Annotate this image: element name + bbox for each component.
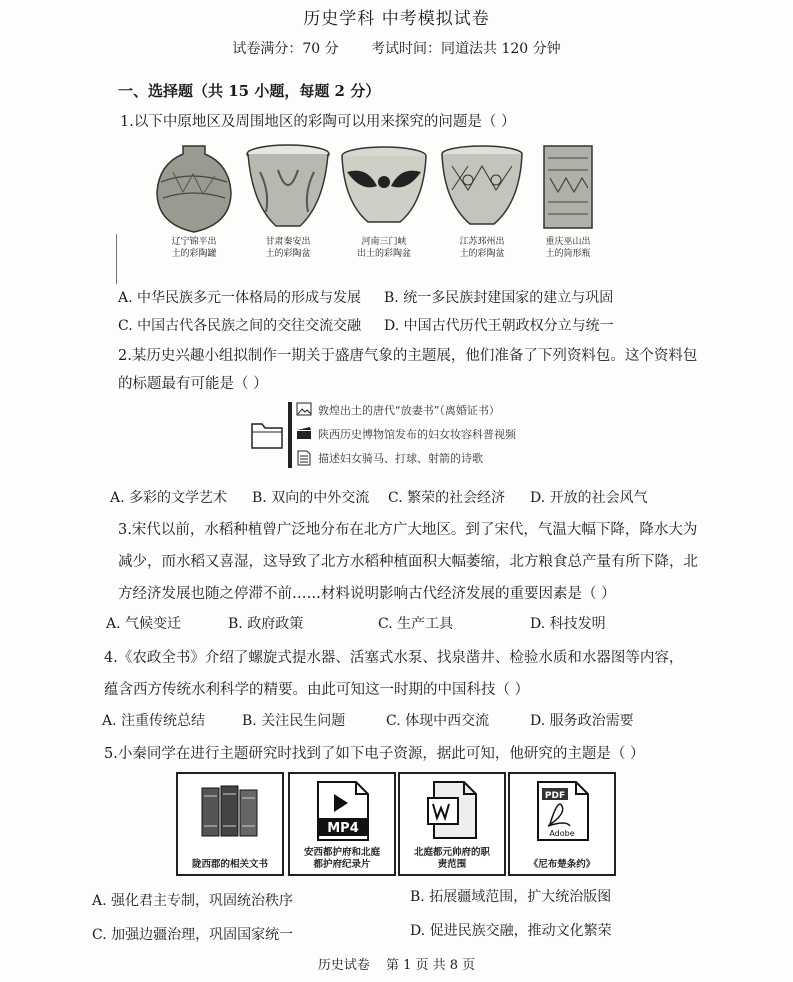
resource-books bbox=[176, 772, 284, 876]
full-marks: 试卷满分：70 分 bbox=[232, 41, 339, 57]
caption-line: 土的彩陶盆 bbox=[459, 249, 505, 259]
adobe-label: Adobe bbox=[549, 829, 575, 838]
caption-line: 江苏邳州出 bbox=[459, 237, 505, 247]
q5-stem: 5.小秦同学在进行主题研究时找到了如下电子资源，据此可知，他研究的主题是（ ） bbox=[104, 746, 645, 762]
exam-time: 考试时间：同道法共 120 分钟 bbox=[371, 41, 561, 57]
pottery-vase-image bbox=[528, 142, 608, 260]
resource-word-doc bbox=[398, 772, 506, 876]
bracket-bar bbox=[288, 402, 292, 468]
q4-line1: 4.《农政全书》介绍了螺旋式提水器、活塞式水泵、找泉凿井、检验水质和水器图等内容， bbox=[104, 650, 684, 666]
q5-option-b: B. 拓展疆域范围，扩大统治版图 bbox=[410, 889, 612, 905]
q2-stem-line2: 的标题最有可能是（ ） bbox=[118, 376, 268, 392]
pottery-jar-image bbox=[148, 142, 240, 260]
caption-line: 辽宁锦平出 bbox=[171, 237, 217, 247]
q3-line1: 3.宋代以前，水稻种植曾广泛地分布在北方广大地区。到了宋代，气温大幅下降，降水大为 bbox=[118, 522, 698, 538]
q4-option-d: D. 服务政治需要 bbox=[530, 713, 634, 729]
folder-icon bbox=[250, 420, 284, 450]
resource-label: 陇西郡的相关文书 bbox=[191, 859, 268, 870]
page-footer bbox=[0, 954, 793, 973]
caption-line: 重庆巫山出 bbox=[545, 237, 591, 247]
resource-label: 《尼布楚条约》 bbox=[528, 859, 596, 870]
pack-item: 陕西历史博物馆发布的妇女妆容科普视频 bbox=[318, 428, 516, 441]
resource-label: 都护府纪录片 bbox=[313, 859, 371, 870]
q3-option-c: C. 生产工具 bbox=[378, 616, 454, 632]
resource-pdf bbox=[508, 772, 616, 876]
section-title: 一、选择题（共 15 小题，每题 2 分） bbox=[118, 82, 381, 100]
caption-line: 河南三门峡 bbox=[361, 237, 407, 247]
footer-page-number: 第 1 页 共 8 页 bbox=[385, 958, 476, 973]
pottery-basin-image bbox=[242, 142, 334, 260]
resource-label: 北庭都元帅府的职 bbox=[413, 847, 490, 858]
pottery-basin-image bbox=[338, 142, 430, 260]
document-icon bbox=[297, 450, 311, 466]
q2-stem-line1: 2.某历史兴趣小组拟制作一期关于盛唐气象的主题展，他们准备了下列资料包。这个资料包 bbox=[118, 348, 698, 364]
q1-option-a: A. 中华民族多元一体格局的形成与发展 bbox=[118, 290, 362, 306]
books-icon bbox=[198, 782, 262, 840]
caption-line: 土的彩陶罐 bbox=[171, 249, 217, 259]
word-file-icon bbox=[424, 780, 480, 840]
pdf-file-icon bbox=[532, 780, 592, 842]
pack-item: 描述妇女骑马、打球、射箭的诗歌 bbox=[318, 452, 483, 465]
q1-option-b: B. 统一多民族封建国家的建立与巩固 bbox=[384, 290, 614, 306]
q1-stem: 1.以下中原地区及周围地区的彩陶可以用来探究的问题是（ ） bbox=[120, 114, 516, 130]
exam-title: 历史学科 中考模拟试卷 bbox=[303, 9, 490, 29]
mp4-label: MP4 bbox=[327, 821, 359, 836]
resource-label: 责范围 bbox=[437, 859, 467, 870]
exam-info bbox=[0, 38, 793, 58]
clapperboard-icon bbox=[296, 426, 312, 440]
q1-pottery-images bbox=[148, 142, 608, 274]
q2-option-b: B. 双向的中外交流 bbox=[252, 490, 370, 506]
caption-line: 甘肃秦安出 bbox=[265, 237, 311, 247]
q3-option-a: A. 气候变迁 bbox=[106, 616, 182, 632]
pack-item: 敦煌出土的唐代“放妻书”（离婚证书） bbox=[318, 404, 500, 417]
scan-mark bbox=[116, 234, 117, 284]
q2-option-c: C. 繁荣的社会经济 bbox=[388, 490, 506, 506]
q5-option-c: C. 加强边疆治理，巩固国家统一 bbox=[92, 927, 294, 943]
q3-line3: 方经济发展也随之停滞不前……材料说明影响古代经济发展的重要因素是（ ） bbox=[118, 586, 616, 602]
q2-material-pack bbox=[250, 400, 570, 472]
q4-option-a: A. 注重传统总结 bbox=[102, 713, 206, 729]
caption-line: 出土的彩陶盆 bbox=[356, 249, 411, 259]
q4-option-b: B. 关注民生问题 bbox=[242, 713, 346, 729]
q3-option-b: B. 政府政策 bbox=[228, 616, 304, 632]
q2-option-d: D. 开放的社会风气 bbox=[530, 490, 648, 506]
q4-option-c: C. 体现中西交流 bbox=[386, 713, 490, 729]
mp4-file-icon bbox=[312, 780, 372, 842]
q1-option-d: D. 中国古代历代王朝政权分立与统一 bbox=[384, 318, 614, 334]
footer-subject: 历史试卷 bbox=[317, 958, 370, 973]
pottery-basin-image bbox=[436, 142, 528, 260]
resource-label: 安西都护府和北庭 bbox=[303, 847, 380, 858]
caption-line: 土的筒形瓶 bbox=[545, 249, 591, 259]
q2-option-a: A. 多彩的文学艺术 bbox=[110, 490, 228, 506]
resource-video bbox=[288, 772, 396, 876]
caption-line: 土的彩陶盆 bbox=[265, 249, 311, 259]
image-icon bbox=[296, 402, 312, 416]
q3-line2: 减少，而水稻又喜湿，这导致了北方水稻种植面积大幅萎缩，北方粮食总产量有所下降，北 bbox=[118, 554, 698, 570]
q5-option-d: D. 促进民族交融，推动文化繁荣 bbox=[410, 923, 612, 939]
q1-option-c: C. 中国古代各民族之间的交往交流交融 bbox=[118, 318, 362, 334]
pdf-label: PDF bbox=[544, 791, 566, 801]
q3-option-d: D. 科技发明 bbox=[530, 616, 606, 632]
q5-option-a: A. 强化君主专制，巩固统治秩序 bbox=[92, 893, 294, 909]
q4-line2: 蕴含西方传统水利科学的精要。由此可知这一时期的中国科技（ ） bbox=[104, 682, 530, 698]
